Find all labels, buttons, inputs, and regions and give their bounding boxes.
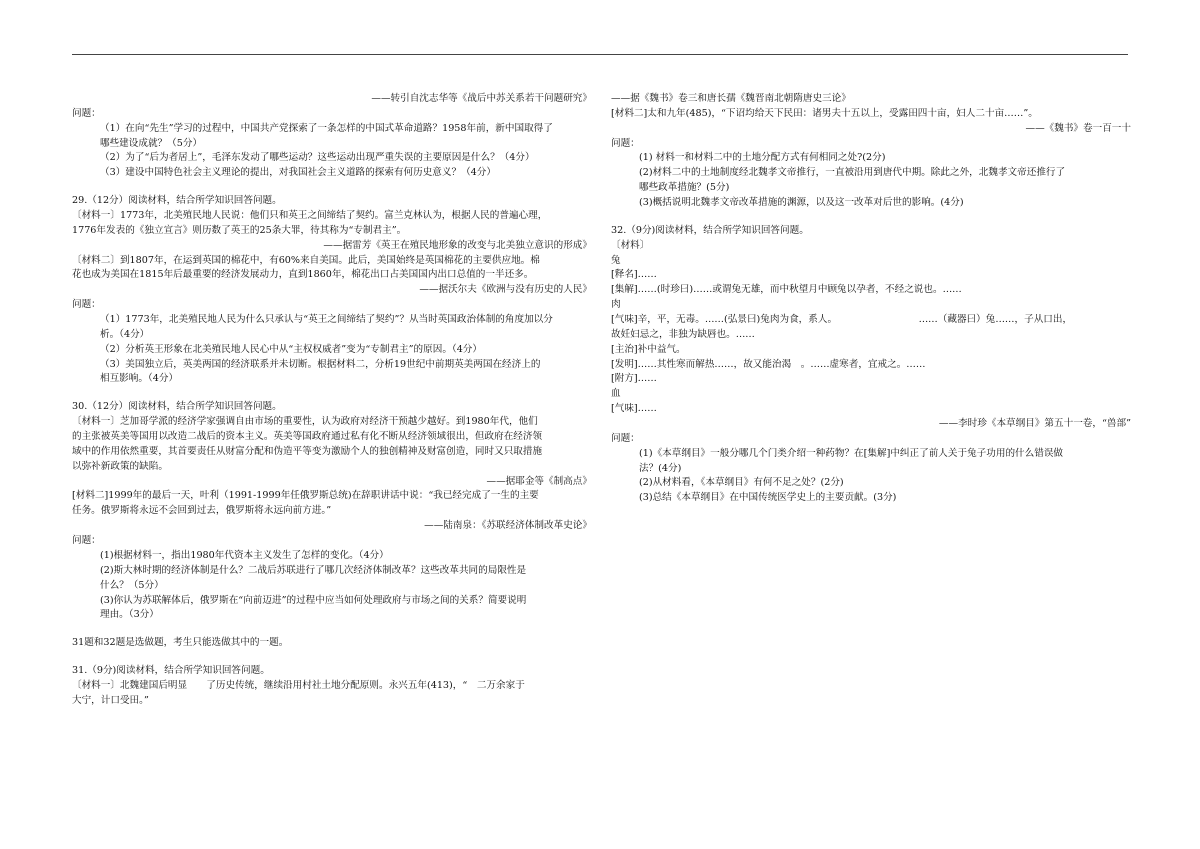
text-line: 1776年发表的《独立宣言》则历数了英王的25条大罪，待其称为“专制君主”。: [72, 224, 407, 236]
text-line: 〔材料一〕1773年，北美殖民地人民说：他们只和英王之间缔结了契约。富兰克林认为，根据人民的普遍心理，: [72, 210, 548, 222]
text-line: 问题：: [611, 137, 640, 149]
text-line: [集解]……(时珍曰)……或谓兔无雄，而中秋望月中顾兔以孕者，不经之说也。……: [611, 284, 962, 296]
source-citation: ——据耶金等《制高点》: [486, 475, 592, 487]
text-line: (3)你认为苏联解体后，俄罗斯在“向前迈进”的过程中应当如何处理政府与市场之间的关系？简要说明: [100, 594, 527, 606]
text-line: 大宁，计口受田。”: [72, 694, 149, 706]
source-citation: ——据雷芳《英王在殖民地形象的改变与北美独立意识的形成》: [323, 239, 592, 251]
text-line: （3）美国独立后，英美两国的经济联系并未切断。根据材料二，分析19世纪中前期英美两国在经济上的: [100, 358, 541, 370]
source-citation: ——转引自沈志华等《战后中苏关系若干问题研究》: [371, 93, 592, 104]
source-citation: ——据沃尔夫《欧洲与没有历史的人民》: [419, 284, 592, 296]
text-line: 32.（9分)阅读材料，结合所学知识回答问题。: [611, 224, 809, 236]
text-line: 相互影响。（4分）: [100, 373, 179, 385]
text-line: 肉: [611, 299, 621, 311]
text-line: [材料二]1999年的最后一天，叶利（1991-1999年任俄罗斯总统)在辞职讲话中说：“我已经完成了一生的主要: [72, 490, 539, 502]
text-line: 兔: [611, 254, 621, 266]
text-line: (1)根据材料一，指出1980年代资本主义发生了怎样的变化。（4分）: [100, 549, 389, 561]
text-line: (3)概括说明北魏孝文帝改革措施的渊源，以及这一改革对后世的影响。(4分): [639, 197, 964, 209]
spacer: [72, 623, 592, 636]
header-rule: [72, 54, 1128, 55]
text-line: 31.（9分)阅读材料，结合所学知识回答问题。: [72, 665, 270, 677]
source-citation: ——《魏书》卷一百一十: [1025, 122, 1131, 134]
spacer: [72, 651, 592, 664]
text-line: [附方]……: [611, 373, 657, 385]
text-line: 问题：: [72, 299, 101, 311]
text-line: (1)《本草纲目》一般分哪几个门类介绍一种药物？在[集解]中纠正了前人关于兔子功用的什么错误做: [639, 447, 1064, 459]
text-line: [释名]……: [611, 269, 657, 281]
text-line: 〔材料一〕北魏建国后明显 了历史传统，继续沿用村社土地分配原则。永兴五年(413)，“ 二万余家于: [72, 679, 525, 691]
text-line: (2)斯大林时期的经济体制是什么？二战后苏联进行了哪几次经济体制改革？这些改革共同的局限性是: [100, 564, 527, 576]
text-line: 故妊妇忌之，非独为缺唇也。……: [611, 328, 755, 340]
text-line: 的主张被英美等国用以改造二战后的资本主义。英美等国政府通过私有化不断从经济领域很出，但政府在经济领: [72, 431, 543, 443]
text-line: [气味]辛，平，无毒。……(弘景曰)兔肉为食，系人。 ……（藏器曰）兔……，子从口出，: [611, 314, 1073, 326]
spacer: [611, 211, 1131, 224]
text-line: 〔材料二〕到1807年，在运到英国的棉花中，有60%来自美国。此后，美国始终是英国棉花的主要供应地。棉: [72, 254, 540, 266]
text-line: 什么？（5分）: [100, 579, 164, 591]
text-line: [材料二]太和九年(485)，“下诏均给天下民田：诸男夫十五以上，受露田四十亩，妇人二十亩……”。: [611, 107, 1038, 119]
text-line: 域中的作用依然重要，其首要责任从财富分配和伪造平等变为激励个人的独创精神及财富创造，同时又只取措施: [72, 445, 543, 457]
text-line: [发明]……其性寒而解热……，故又能治渴 。……虚寒者，宜戒之。……: [611, 358, 926, 370]
text-line: (2)材料二中的土地制度经北魏孝文帝推行，一直被沿用到唐代中期。除此之外，北魏孝文帝还推行了: [639, 167, 1066, 179]
text-line: 任务。俄罗斯将永远不会回到过去，俄罗斯将永远向前方进。”: [72, 505, 332, 517]
text-line: (2)从材料看，《本草纲目》有何不足之处？(2分): [639, 477, 844, 489]
text-line: (3)总结《本草纲目》在中国传统医学史上的主要贡献。(3分): [639, 492, 897, 504]
spacer: [72, 181, 592, 194]
left-column: [72, 92, 592, 709]
text-line: 问题：: [611, 432, 640, 444]
text-line: 花也成为美国在1815年后最重要的经济发展动力，直到1860年，棉花出口占美国国内出口总值的一半还多。: [72, 269, 534, 281]
text-line: (1) 材料一和材料二中的土地分配方式有何相同之处?(2分): [639, 152, 886, 164]
text-line: （1）在向“先生”学习的过程中，中国共产党探索了一条怎样的中国式革命道路？1958年前，新中国取得了: [100, 122, 553, 134]
text-line: ——据《魏书》卷三和唐长孺《魏晋南北朝隋唐史三论》: [611, 93, 851, 104]
text-line: 析。（4分）: [100, 328, 150, 340]
text-line: 〔材料〕: [611, 239, 650, 251]
text-line: 哪些建设成就？（5分）: [100, 137, 203, 149]
text-line: 问题：: [72, 107, 101, 119]
text-line: （3）建设中国特色社会主义理论的提出，对我国社会主义道路的探索有何历史意义？（4分）: [100, 167, 496, 179]
text-line: 法？(4分): [639, 462, 682, 474]
source-citation: ——陆南泉：《苏联经济体制改革史论》: [424, 520, 592, 532]
text-line: （2）分析英王形象在北美殖民地人民心中从“主权权威者”变为“专制君主”的原因。（4分）: [100, 343, 482, 355]
text-line: [气味]……: [611, 403, 657, 415]
text-line: 问题：: [72, 535, 101, 547]
right-column: [611, 92, 1131, 506]
text-line: 〔材料一〕芝加哥学派的经济学家强调自由市场的重要性，认为政府对经济干预越少越好。到1980年代，他们: [72, 416, 538, 428]
text-line: （1）1773年，北美殖民地人民为什么只承认与“英王之间缔结了契约”？从当时英国政治体制的角度加以分: [100, 314, 553, 326]
text-line: 哪些政革措施？(5分): [639, 182, 730, 194]
text-line: 理由。（3分）: [100, 609, 159, 621]
text-line: 29.（12分）阅读材料，结合所学知识回答问题。: [72, 195, 282, 207]
text-line: 血: [611, 388, 621, 400]
source-citation: ——李时珍《本草纲目》第五十一卷，“兽部”: [938, 418, 1131, 430]
text-line: （2）为了“后为者居上”，毛泽东发动了哪些运动？这些运动出现严重失误的主要原因是什么？（4分）: [100, 152, 535, 164]
text-line: 31题和32题是选做题，考生只能选做其中的一题。: [72, 637, 289, 649]
text-line: 30.（12分）阅读材料，结合所学知识回答问题。: [72, 401, 282, 413]
text-line: [主治]补中益气。: [611, 343, 686, 355]
spacer: [72, 387, 592, 400]
text-line: 以弥补新政策的缺陷。: [72, 460, 168, 472]
